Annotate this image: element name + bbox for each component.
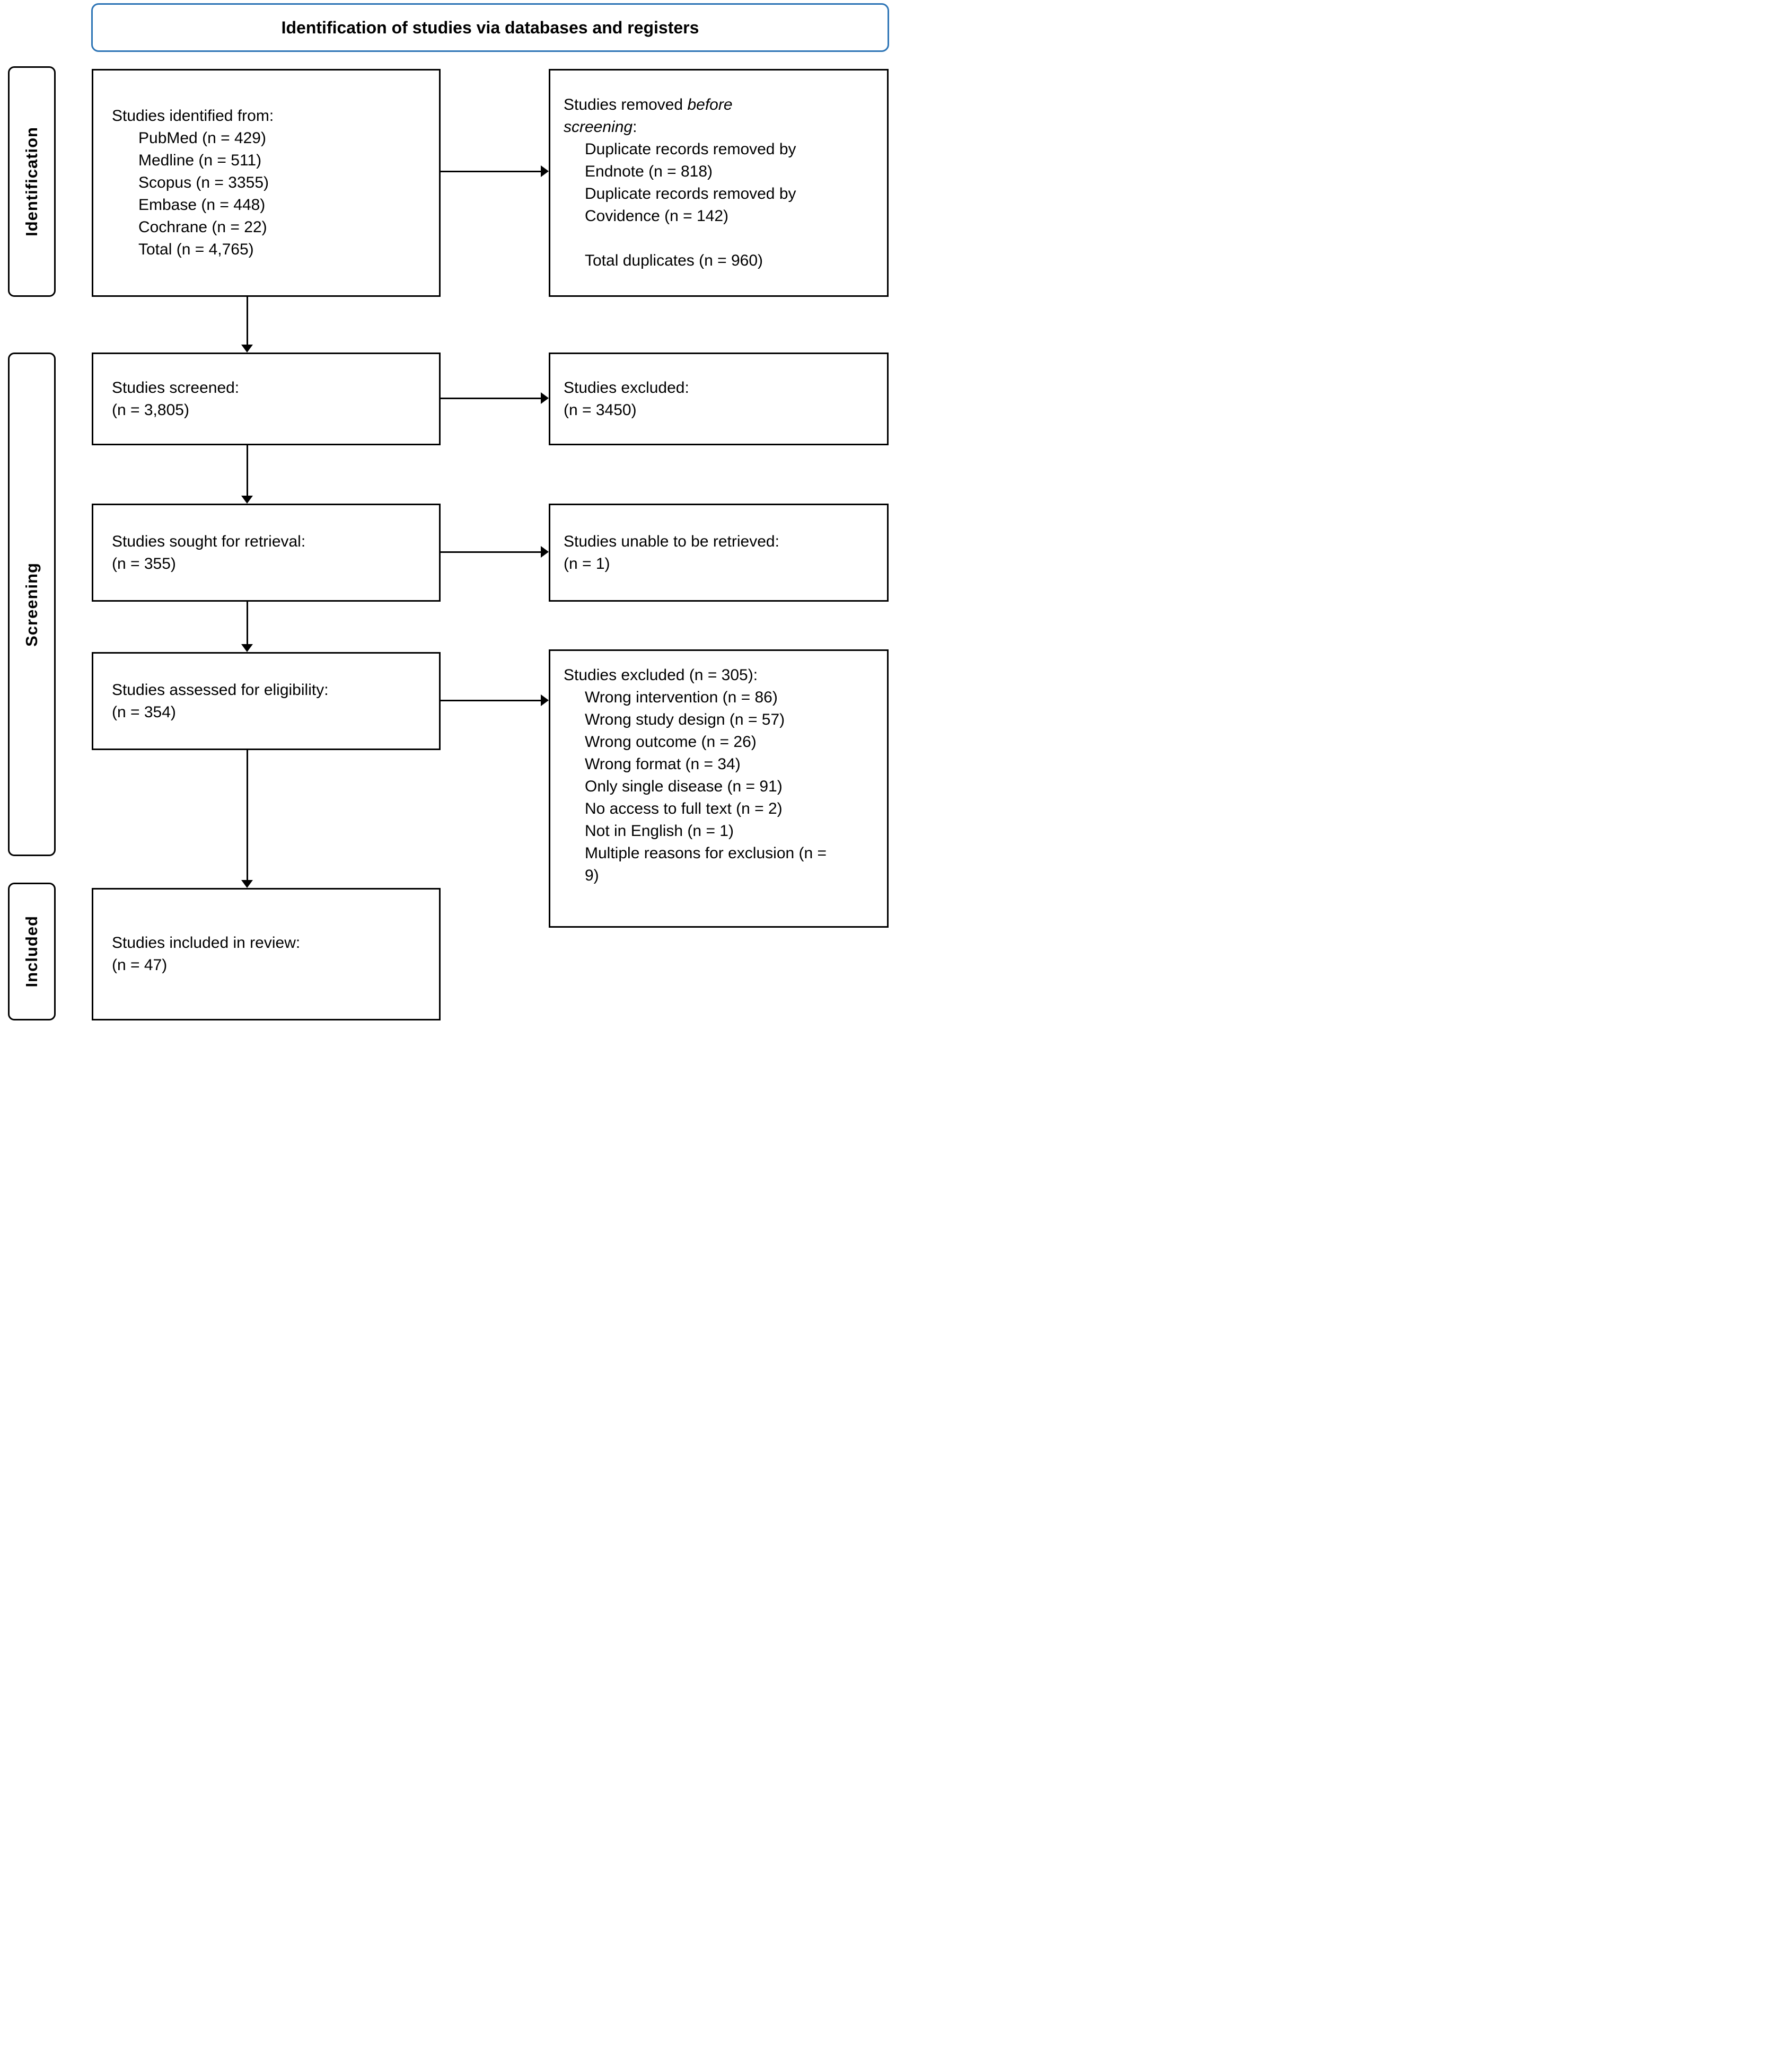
stage-label-screening-text: Screening xyxy=(22,562,41,647)
excluded-item-multiple-reasons: Multiple reasons for exclusion (n = 9) xyxy=(585,844,827,884)
arrow-identified-to-removed xyxy=(441,165,549,177)
arrow-head xyxy=(241,880,253,888)
arrow-assessed-to-excluded-eligibility xyxy=(441,694,549,706)
identified-item-total: Total (n = 4,765) xyxy=(138,241,254,258)
box-studies-identified xyxy=(92,69,441,297)
arrow-head xyxy=(541,165,549,177)
removed-item-covidence: Duplicate records removed by Covidence (n = 142) xyxy=(585,185,796,225)
arrow-head xyxy=(241,496,253,504)
excluded-item-single-disease: Only single disease (n = 91) xyxy=(585,778,783,795)
excluded-item-outcome: Wrong outcome (n = 26) xyxy=(585,733,757,751)
removed-total: Total duplicates (n = 960) xyxy=(585,252,763,269)
excluded-item-format: Wrong format (n = 34) xyxy=(585,755,741,773)
excluded-item-intervention: Wrong intervention (n = 86) xyxy=(585,689,778,706)
arrow-shaft xyxy=(247,297,248,345)
excluded-item-not-english: Not in English (n = 1) xyxy=(585,822,734,840)
removed-item-endnote: Duplicate records removed by Endnote (n = 818) xyxy=(585,140,796,180)
arrow-shaft xyxy=(247,602,248,644)
included-count: (n = 47) xyxy=(112,956,168,974)
arrow-shaft xyxy=(441,398,541,399)
included-line1: Studies included in review: xyxy=(112,934,301,952)
box-studies-included xyxy=(92,888,441,1020)
arrow-shaft xyxy=(441,551,541,553)
box-studies-screened xyxy=(92,353,441,445)
box-studies-excluded-eligibility xyxy=(549,649,889,928)
sought-count: (n = 355) xyxy=(112,554,176,573)
arrow-shaft xyxy=(441,171,541,172)
diagram-title: Identification of studies via databases and registers xyxy=(281,17,699,37)
assessed-count: (n = 354) xyxy=(112,703,176,721)
excluded-eligibility-heading: Studies excluded (n = 305): xyxy=(564,666,758,684)
removed-heading-suffix: : xyxy=(633,118,637,136)
excluded-screening-count: (n = 3450) xyxy=(564,401,637,419)
removed-heading-prefix: Studies removed xyxy=(564,96,688,113)
arrow-assessed-to-included xyxy=(241,750,253,888)
identified-item-medline: Medline (n = 511) xyxy=(138,152,262,169)
identified-heading: Studies identified from: xyxy=(112,107,274,125)
box-studies-assessed xyxy=(92,652,441,750)
arrow-shaft xyxy=(247,750,248,880)
box-studies-not-retrieved xyxy=(549,504,889,602)
arrow-shaft xyxy=(441,700,541,701)
removed-heading xyxy=(564,94,807,138)
arrow-head xyxy=(541,694,549,706)
arrow-head xyxy=(541,392,549,404)
prisma-flow-diagram xyxy=(0,0,896,1025)
stage-label-identification-text: Identification xyxy=(22,127,41,236)
excluded-item-no-full-text: No access to full text (n = 2) xyxy=(585,800,783,817)
assessed-line1: Studies assessed for eligibility: xyxy=(112,681,329,699)
arrow-head xyxy=(241,345,253,353)
excluded-screening-line1: Studies excluded: xyxy=(564,378,689,397)
screened-line1: Studies screened: xyxy=(112,378,240,397)
identified-item-embase: Embase (n = 448) xyxy=(138,196,266,214)
not-retrieved-line1: Studies unable to be retrieved: xyxy=(564,532,779,550)
arrow-identified-to-screened xyxy=(241,297,253,353)
excluded-item-design: Wrong study design (n = 57) xyxy=(585,711,785,728)
arrow-sought-to-assessed xyxy=(241,602,253,652)
not-retrieved-count: (n = 1) xyxy=(564,554,610,573)
excluded-eligibility-items xyxy=(564,686,839,887)
arrow-screened-to-sought xyxy=(241,445,253,504)
arrow-sought-to-not-retrieved xyxy=(441,546,549,558)
removed-heading-italic: before screening xyxy=(564,96,733,136)
stage-label-included-text: Included xyxy=(22,916,41,988)
diagram-title-box xyxy=(91,3,889,52)
screened-count: (n = 3,805) xyxy=(112,401,189,419)
sought-line1: Studies sought for retrieval: xyxy=(112,532,306,550)
arrow-shaft xyxy=(247,445,248,496)
box-studies-removed xyxy=(549,69,889,297)
arrow-head xyxy=(241,644,253,652)
box-studies-sought xyxy=(92,504,441,602)
box-studies-excluded-screening xyxy=(549,353,889,445)
identified-item-pubmed: PubMed (n = 429) xyxy=(138,129,266,147)
identified-item-scopus: Scopus (n = 3355) xyxy=(138,174,269,191)
identified-item-cochrane: Cochrane (n = 22) xyxy=(138,218,267,236)
arrow-head xyxy=(541,546,549,558)
arrow-screened-to-excluded xyxy=(441,392,549,404)
stage-label-included xyxy=(8,883,56,1020)
stage-label-identification xyxy=(8,66,56,297)
stage-label-screening xyxy=(8,353,56,856)
